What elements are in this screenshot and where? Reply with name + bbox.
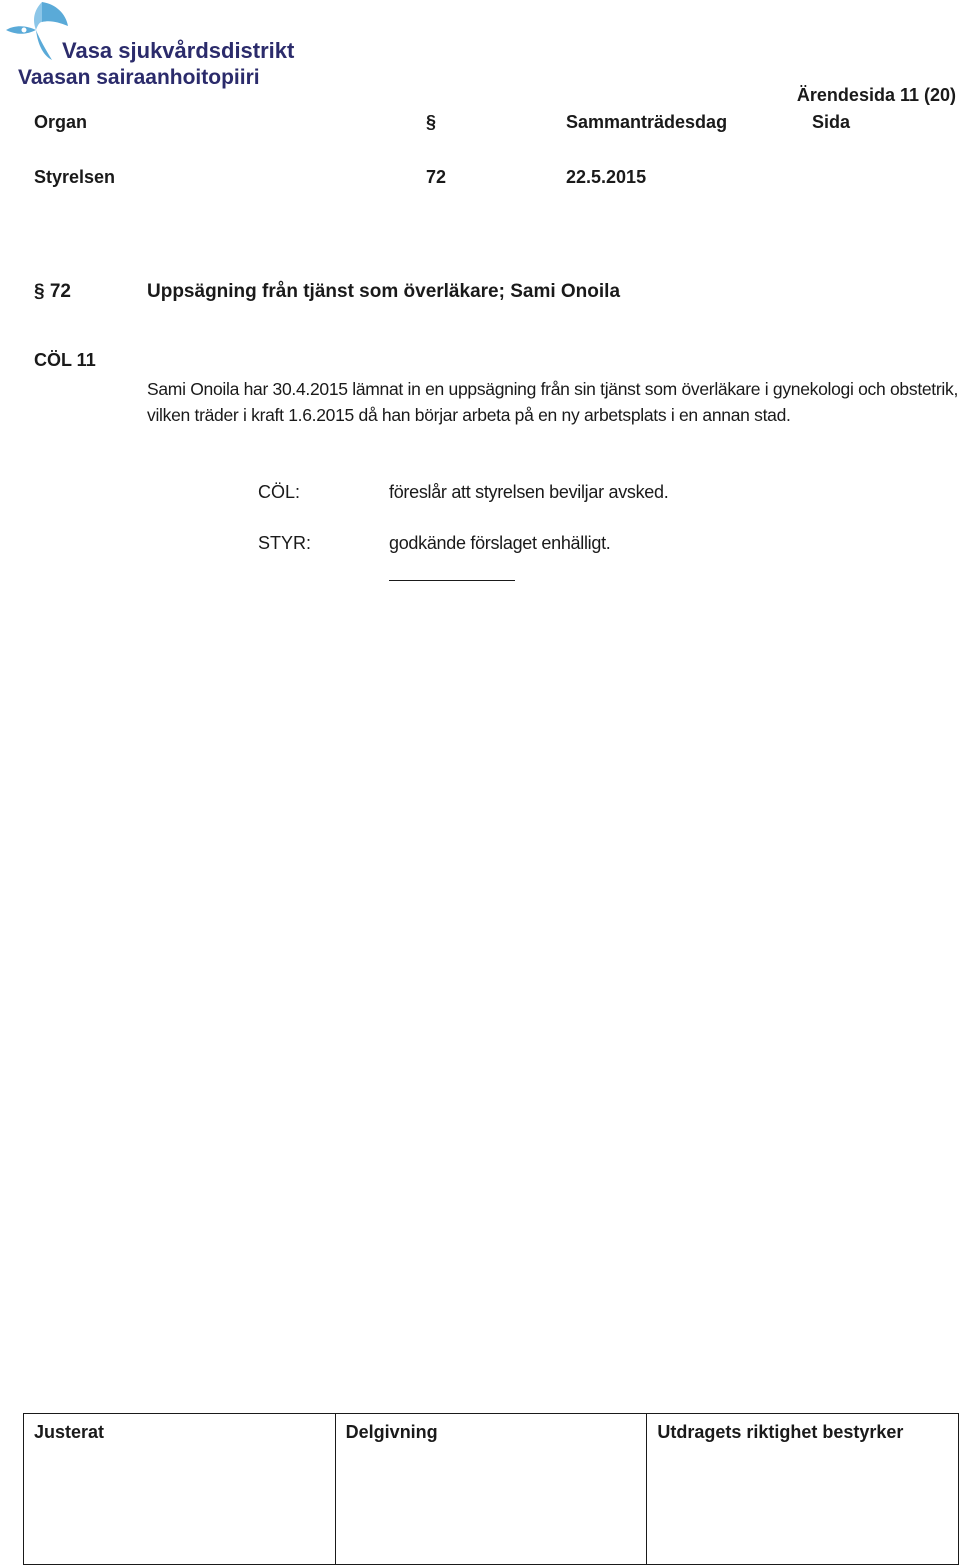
signature-table	[23, 1413, 959, 1565]
end-divider	[389, 580, 515, 581]
item-reference: CÖL 11	[34, 350, 96, 370]
adjusted-cell: Justerat	[24, 1414, 336, 1564]
item-body: Sami Onoila har 30.4.2015 lämnat in en uppsägning från sin tjänst som överläkare i gynekologi och obstetrik, vilken träder i kraft 1.6.2015 då han börjar arbeta på en ny arbetsplats i en annan stad.	[147, 379, 959, 425]
section-value: 72	[426, 167, 447, 187]
decision-text: godkände förslaget enhälligt.	[389, 533, 611, 553]
section-label: §	[426, 112, 437, 132]
item-title: Uppsägning från tjänst som överläkare; Sami Onoila	[147, 281, 621, 302]
sida-label: Sida	[812, 112, 851, 132]
organ-value: Styrelsen	[34, 167, 116, 187]
notification-cell: Delgivning	[336, 1414, 648, 1564]
decision-label: CÖL:	[258, 482, 301, 502]
date-value: 22.5.2015	[566, 167, 647, 187]
decision-label: STYR:	[258, 533, 312, 553]
date-label: Sammanträdesdag	[566, 112, 728, 132]
bird-logo-icon	[6, 0, 68, 62]
organization-name-sv: Vasa sjukvårdsdistrikt	[62, 38, 295, 63]
decision-text: föreslår att styrelsen beviljar avsked.	[389, 482, 669, 502]
item-section: § 72	[34, 281, 71, 302]
organ-label: Organ	[34, 112, 88, 132]
page-label: Ärendesida 11 (20)	[796, 85, 956, 105]
certification-cell: Utdragets riktighet bestyrker	[657, 1422, 904, 1442]
organization-name-fi: Vaasan sairaanhoitopiiri	[18, 66, 260, 89]
